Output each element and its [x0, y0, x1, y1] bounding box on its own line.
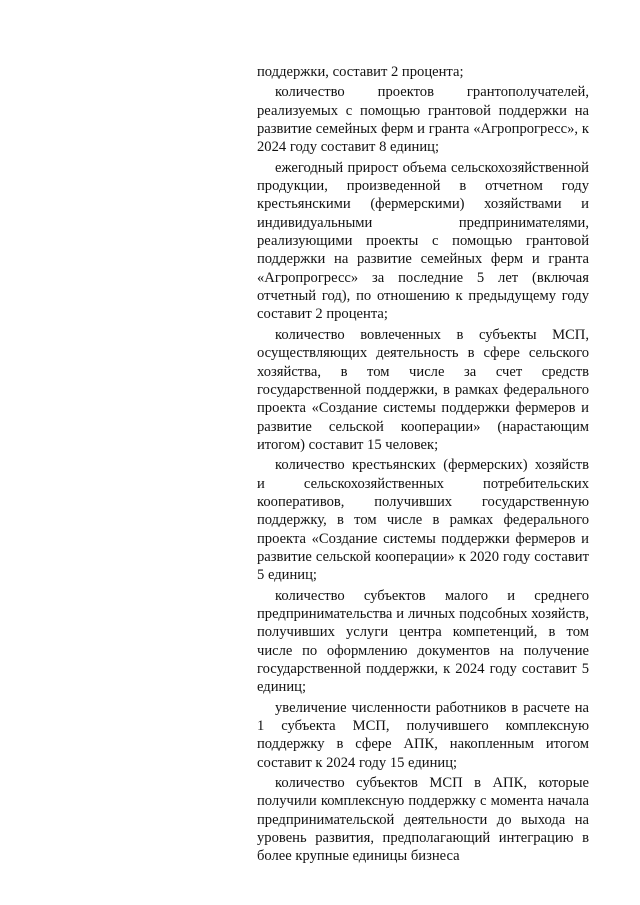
- paragraph-msp-support: количество субъектов МСП в АПК, которые получили комплексную поддержку с момента начала предпринимательской деятельности до выхода на уровень развития, предполагающий интеграцию в более крупные единицы бизнеса: [257, 775, 589, 865]
- paragraph-involved-people: количество вовлеченных в субъекты МСП, осуществляющих деятельность в сфере сельского хозяйства, в том числе за счет средств государственной поддержки, в рамках федерального проекта «Создание системы поддержки фермеров и развитие сельской кооперации» (нарастающим итогом) составит 15 человек;: [257, 326, 589, 453]
- paragraph-workers-increase: увеличение численности работников в расчете на 1 субъекта МСП, получившего комплексную поддержку в сфере АПК, накопленным итогом составит к 2024 году 15 единиц;: [257, 699, 589, 771]
- paragraph-competence-center: количество субъектов малого и среднего предпринимательства и личных подсобных хозяйств, получивших услуги центра компетенций, в том числе по оформлению документов на получение государственной поддержки, к 2024 году составит 5 единиц;: [257, 587, 589, 696]
- paragraph-continuation: поддержки, составит 2 процента;: [257, 64, 464, 80]
- paragraph-production-growth: ежегодный прирост объема сельскохозяйственной продукции, произведенной в отчетном году крестьянскими (фермерскими) хозяйствами и индивидуальными предпринимателями, реализующими проекты с помощью грантовой поддержки на развитие семейных ферм и гранта «Агропрогресс» за последние 5 лет (включая отчетный год), по отношению к предыдущему году составит 2 процента;: [257, 159, 589, 323]
- paragraph-grant-projects: количество проектов грантополучателей, реализуемых с помощью грантовой поддержки на развитие семейных ферм и гранта «Агропрогресс», к 2024 году составит 8 единиц;: [257, 84, 589, 156]
- paragraph-farms-cooperatives: количество крестьянских (фермерских) хозяйств и сельскохозяйственных потребительских кооперативов, получивших государственную поддержку, в том числе в рамках федерального проекта «Создание системы поддержки фермеров и развитие сельской кооперации» к 2020 году составит 5 единиц;: [257, 457, 589, 584]
- body-text: [257, 63, 589, 868]
